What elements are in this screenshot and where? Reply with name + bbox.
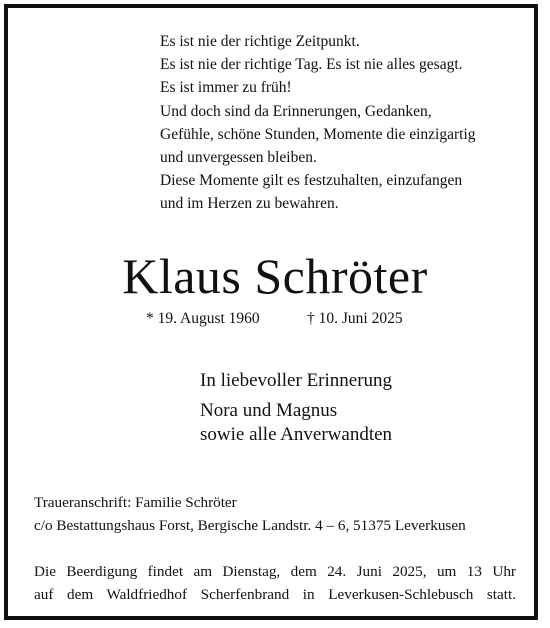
poem-line: Es ist nie der richtige Zeitpunkt. bbox=[160, 33, 360, 50]
address-line: c/o Bestattungshaus Forst, Bergische Landstr. 4 – 6, 51375 Leverkusen bbox=[34, 517, 466, 534]
poem-line: Es ist nie der richtige Tag. Es ist nie alles gesagt. bbox=[160, 56, 463, 74]
address-line: Traueranschrift: Familie Schröter bbox=[34, 494, 237, 511]
funeral-notice bbox=[34, 561, 516, 606]
poem-line: Diese Momente gilt es festzuhalten, einzufangen bbox=[160, 172, 463, 190]
memorial-intro: In liebevoller Erinnerung bbox=[200, 370, 393, 391]
death-date: † 10. Juni 2025 bbox=[307, 310, 403, 327]
funeral-line: auf dem Waldfriedhof Scherfenbrand in Leverkusen-Schlebusch statt. bbox=[34, 585, 516, 603]
poem-line: Und doch sind da Erinnerungen, Gedanken, bbox=[160, 102, 432, 120]
poem-line: und unvergessen bleiben. bbox=[160, 149, 317, 167]
deceased-name: Klaus Schröter bbox=[122, 248, 428, 304]
birth-date: * 19. August 1960 bbox=[146, 310, 260, 327]
poem-line: und im Herzen zu bewahren. bbox=[160, 195, 339, 213]
other-relatives: sowie alle Anverwandten bbox=[200, 424, 393, 445]
mourning-address bbox=[34, 491, 466, 537]
poem bbox=[160, 30, 500, 216]
poem-line: Gefühle, schöne Stunden, Momente die einzigartig bbox=[160, 125, 476, 143]
mourner-names: Nora und Magnus bbox=[200, 400, 338, 421]
mourners-block bbox=[200, 369, 392, 447]
funeral-line: Die Beerdigung findet am Dienstag, dem 24. Juni 2025, um 13 Uhr bbox=[34, 563, 516, 580]
poem-line: Es ist immer zu früh! bbox=[160, 79, 292, 97]
